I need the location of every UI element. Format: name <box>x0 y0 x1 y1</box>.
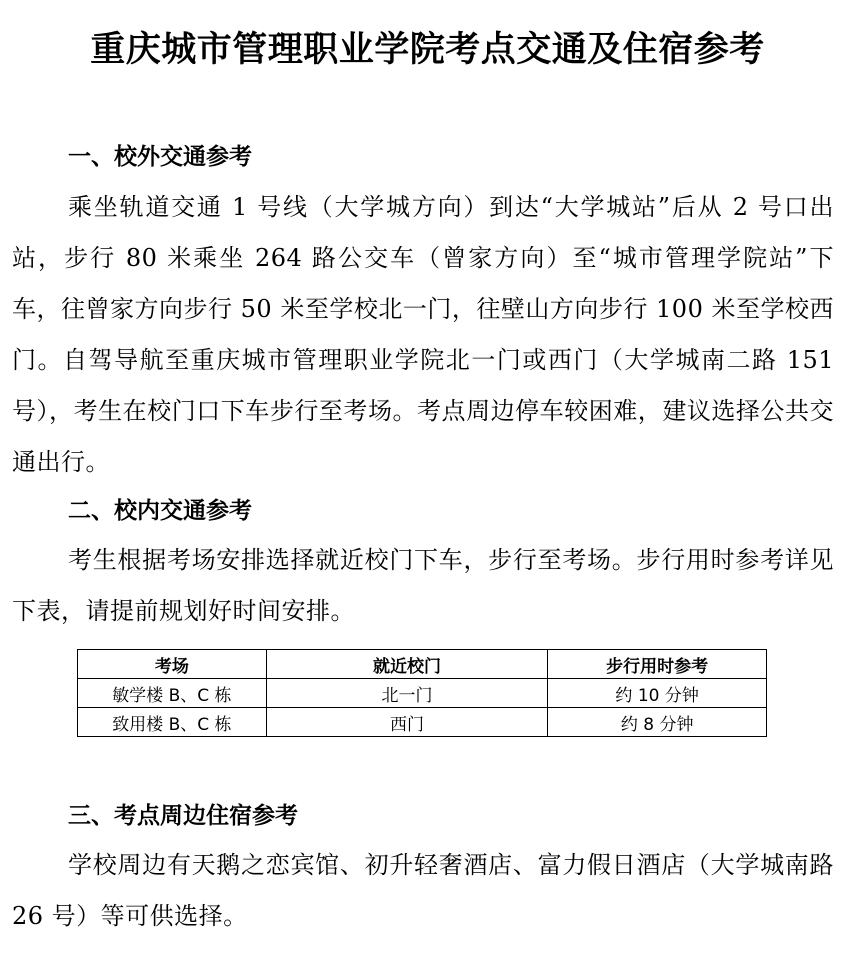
table-cell: 西门 <box>266 708 548 737</box>
table-header-cell: 就近校门 <box>266 650 548 679</box>
table-cell: 约 8 分钟 <box>548 708 767 737</box>
table-cell: 约 10 分钟 <box>548 679 767 708</box>
page-title: 重庆城市管理职业学院考点交通及住宿参考 <box>90 30 765 70</box>
section-paragraph-oncampus-transport: 考生根据考场安排选择就近校门下车，步行至考场。步行用时参考详见下表，请提前规划好时间安排。 <box>12 546 834 625</box>
section-heading-offcampus-transport: 一、校外交通参考 <box>68 144 252 170</box>
table-header-row <box>78 650 767 679</box>
table-row <box>78 679 767 708</box>
table-cell: 敏学楼 B、C 栋 <box>78 679 267 708</box>
table-cell: 致用楼 B、C 栋 <box>78 708 267 737</box>
table-header-cell: 考场 <box>78 650 267 679</box>
section-paragraph-offcampus-transport: 乘坐轨道交通 1 号线（大学城方向）到达“大学城站”后从 2 号口出站，步行 80 米乘坐 264 路公交车（曾家方向）至“城市管理学院站”下车，往曾家方向步行 50 米至学校北一门，往壁山方向步行 100 米至学校西门。自驾导航至重庆城市管理职业学院北一门或西门（大学城南二路 151 号），考生在校门口下车步行至考场。考点周边停车较困难，建议选择公共交通出行。 <box>12 193 834 476</box>
table-header-cell: 步行用时参考 <box>548 650 767 679</box>
table-cell: 北一门 <box>266 679 548 708</box>
section-paragraph-accommodation: 学校周边有天鹅之恋宾馆、初升轻奢酒店、富力假日酒店（大学城南路 26 号）等可供选择。 <box>12 851 834 930</box>
table-row <box>78 708 767 737</box>
section-heading-oncampus-transport: 二、校内交通参考 <box>68 498 252 524</box>
section-heading-accommodation: 三、考点周边住宿参考 <box>68 803 298 829</box>
walking-time-table <box>77 649 767 737</box>
